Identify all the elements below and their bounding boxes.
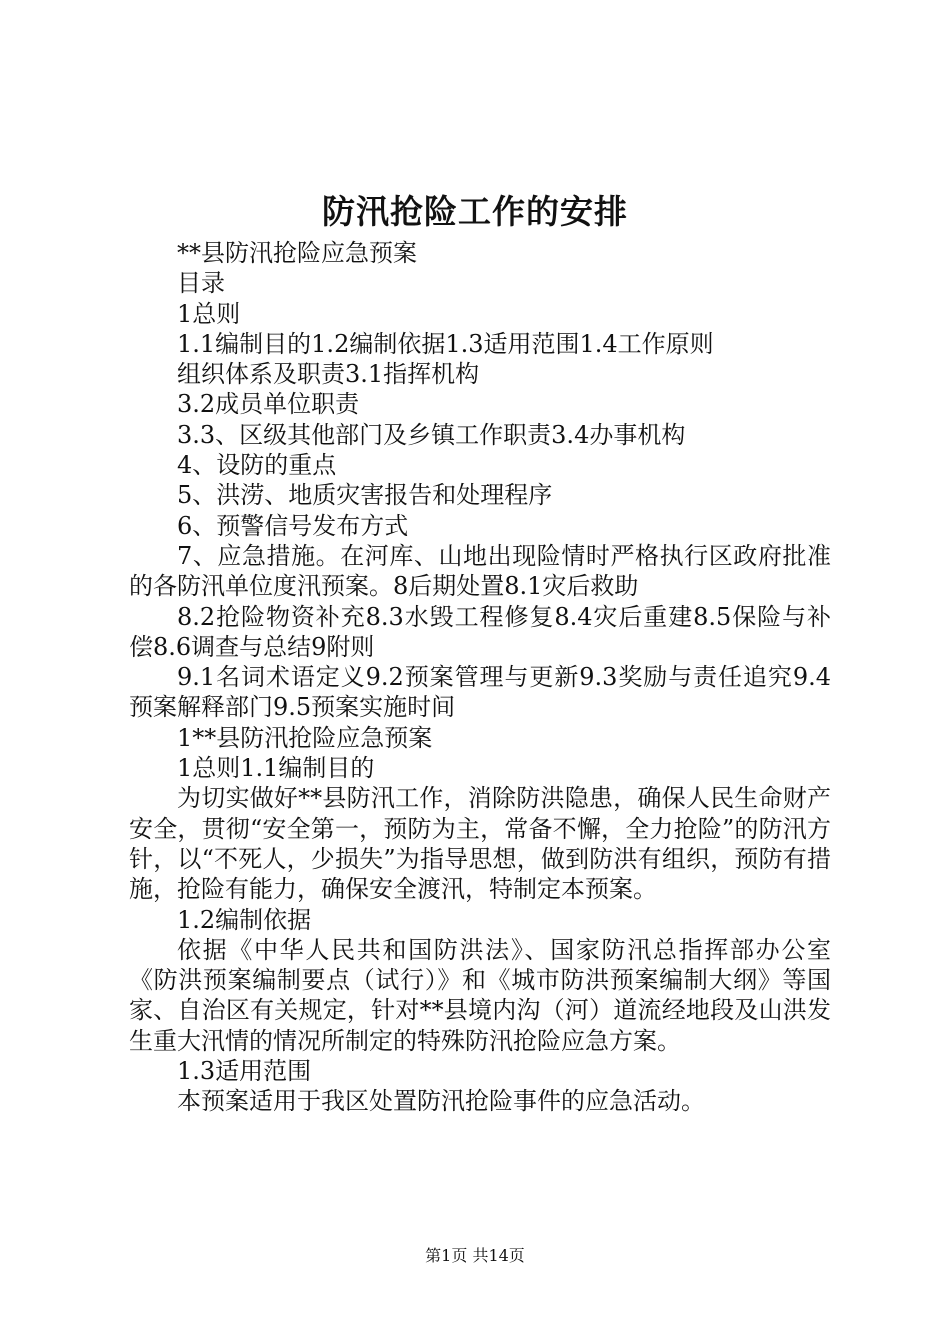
paragraph-section-1-2: 1.2编制依据 [177,905,312,934]
document-title: 防汛抢险工作的安排 [322,192,628,231]
document-body [129,238,831,1117]
paragraph-basis-text: 依据《中华人民共和国防洪法》、国家防汛总指挥部办公室《防洪预案编制要点（试行）》和《城市防洪预案编制大纲》等国家、自治区有关规定，针对**县境内沟（河）道流经地段及山洪发生重大汛情的情况所制定的特殊防汛抢险应急方案。 [129,935,831,1055]
paragraph-section-1-1: 1总则1.1编制目的 [177,754,375,783]
paragraph-scope-text: 本预案适用于我区处置防汛抢险事件的应急活动。 [177,1087,705,1116]
paragraph-plan-heading: **县防汛抢险应急预案 [177,239,417,267]
paragraph-section-1-3: 1.3适用范围 [177,1057,312,1086]
paragraph-toc-1-sub: 1.1编制目的1.2编制依据1.3适用范围1.4工作原则 [177,329,714,358]
paragraph-toc-3-2: 3.2成员单位职责 [177,390,360,419]
paragraph-toc-6: 6、预警信号发布方式 [177,511,409,540]
paragraph-toc-7: 7、应急措施。在河库、山地出现险情时严格执行区政府批准的各防汛单位度汛预案。8后期处置8.1灾后救助 [129,541,831,601]
page-footer: 第1页 共14页 [425,1246,525,1265]
paragraph-toc-4: 4、设防的重点 [177,451,337,480]
paragraph-toc-8: 8.2抢险物资补充8.3水毁工程修复8.4灾后重建8.5保险与补偿8.6调查与总结9附则 [129,602,831,661]
paragraph-purpose-text: 为切实做好**县防汛工作，消除防洪隐患，确保人民生命财产安全，贯彻“安全第一，预防为主，常备不懈，全力抢险”的防汛方针，以“不死人，少损失”为指导思想，做到防洪有组织，预防有措施，抢险有能力，确保安全渡汛，特制定本预案。 [129,784,831,904]
paragraph-toc-3-3: 3.3、区级其他部门及乡镇工作职责3.4办事机构 [177,420,686,449]
paragraph-toc-1: 1总则 [177,299,241,328]
paragraph-section-heading: 1**县防汛抢险应急预案 [177,723,433,752]
paragraph-toc-9: 9.1名词术语定义9.2预案管理与更新9.3奖励与责任追究9.4预案解释部门9.5预案实施时间 [129,663,831,722]
paragraph-toc-5: 5、洪涝、地质灾害报告和处理程序 [177,481,553,510]
paragraph-toc-3: 组织体系及职责3.1指挥机构 [177,360,480,389]
paragraph-toc-heading: 目录 [177,269,225,298]
